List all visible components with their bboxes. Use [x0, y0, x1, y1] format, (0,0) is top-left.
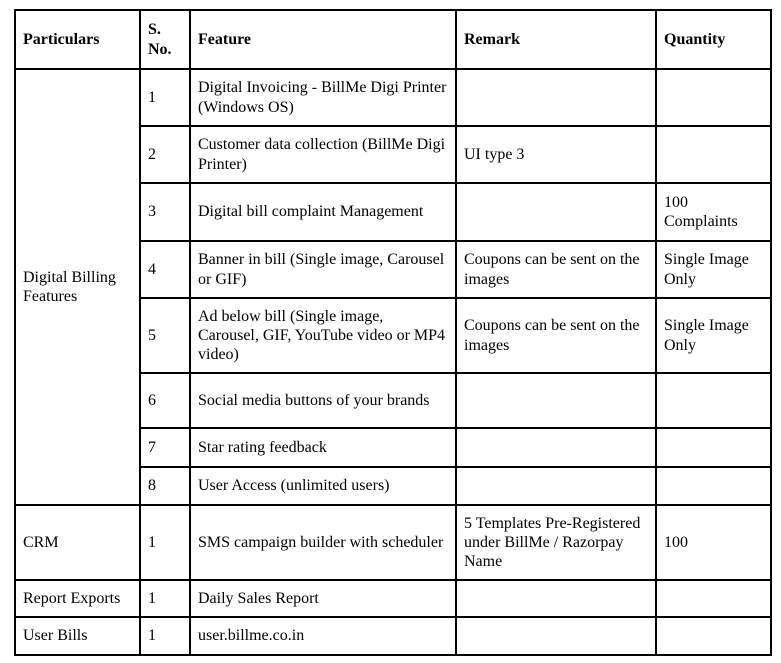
cell-remark	[456, 617, 656, 655]
cell-feature: User Access (unlimited users)	[190, 467, 456, 505]
cell-quantity	[656, 126, 771, 183]
cell-quantity	[656, 617, 771, 655]
table-row	[15, 580, 771, 617]
cell-sno: 4	[140, 241, 190, 298]
cell-particulars-user-bills: User Bills	[15, 617, 140, 655]
cell-sno: 6	[140, 373, 190, 428]
header-sno: S. No.	[140, 10, 190, 69]
cell-remark	[456, 467, 656, 505]
cell-remark	[456, 69, 656, 126]
cell-feature: Star rating feedback	[190, 428, 456, 467]
cell-quantity: 100 Complaints	[656, 183, 771, 241]
cell-remark: Coupons can be sent on the images	[456, 241, 656, 298]
table-row	[15, 617, 771, 655]
cell-feature: user.billme.co.in	[190, 617, 456, 655]
cell-sno: 7	[140, 428, 190, 467]
cell-sno: 1	[140, 580, 190, 617]
cell-sno: 5	[140, 298, 190, 373]
cell-quantity	[656, 373, 771, 428]
header-remark: Remark	[456, 10, 656, 69]
cell-particulars-report-exports: Report Exports	[15, 580, 140, 617]
header-particulars: Particulars	[15, 10, 140, 69]
cell-quantity: 100	[656, 505, 771, 580]
cell-remark: 5 Templates Pre-Registered under BillMe / Razorpay Name	[456, 505, 656, 580]
cell-feature: Digital bill complaint Management	[190, 183, 456, 241]
cell-remark	[456, 373, 656, 428]
header-quantity: Quantity	[656, 10, 771, 69]
table-row	[15, 505, 771, 580]
cell-quantity	[656, 69, 771, 126]
cell-sno: 1	[140, 505, 190, 580]
features-table	[14, 9, 772, 656]
cell-sno: 1	[140, 69, 190, 126]
cell-feature: Daily Sales Report	[190, 580, 456, 617]
table-header-row	[15, 10, 771, 69]
cell-remark	[456, 183, 656, 241]
cell-particulars-digital-billing: Digital Billing Features	[15, 69, 140, 505]
cell-quantity	[656, 580, 771, 617]
cell-sno: 1	[140, 617, 190, 655]
cell-feature: SMS campaign builder with scheduler	[190, 505, 456, 580]
cell-quantity: Single Image Only	[656, 241, 771, 298]
cell-sno: 8	[140, 467, 190, 505]
cell-quantity: Single Image Only	[656, 298, 771, 373]
cell-remark: Coupons can be sent on the images	[456, 298, 656, 373]
cell-quantity	[656, 428, 771, 467]
cell-remark	[456, 428, 656, 467]
table-row	[15, 69, 771, 126]
cell-feature: Digital Invoicing - BillMe Digi Printer (Windows OS)	[190, 69, 456, 126]
cell-feature: Customer data collection (BillMe Digi Printer)	[190, 126, 456, 183]
cell-feature: Banner in bill (Single image, Carousel or GIF)	[190, 241, 456, 298]
cell-sno: 2	[140, 126, 190, 183]
cell-feature: Ad below bill (Single image, Carousel, GIF, YouTube video or MP4 video)	[190, 298, 456, 373]
cell-remark	[456, 580, 656, 617]
cell-particulars-crm: CRM	[15, 505, 140, 580]
cell-quantity	[656, 467, 771, 505]
cell-sno: 3	[140, 183, 190, 241]
header-feature: Feature	[190, 10, 456, 69]
cell-feature: Social media buttons of your brands	[190, 373, 456, 428]
cell-remark: UI type 3	[456, 126, 656, 183]
